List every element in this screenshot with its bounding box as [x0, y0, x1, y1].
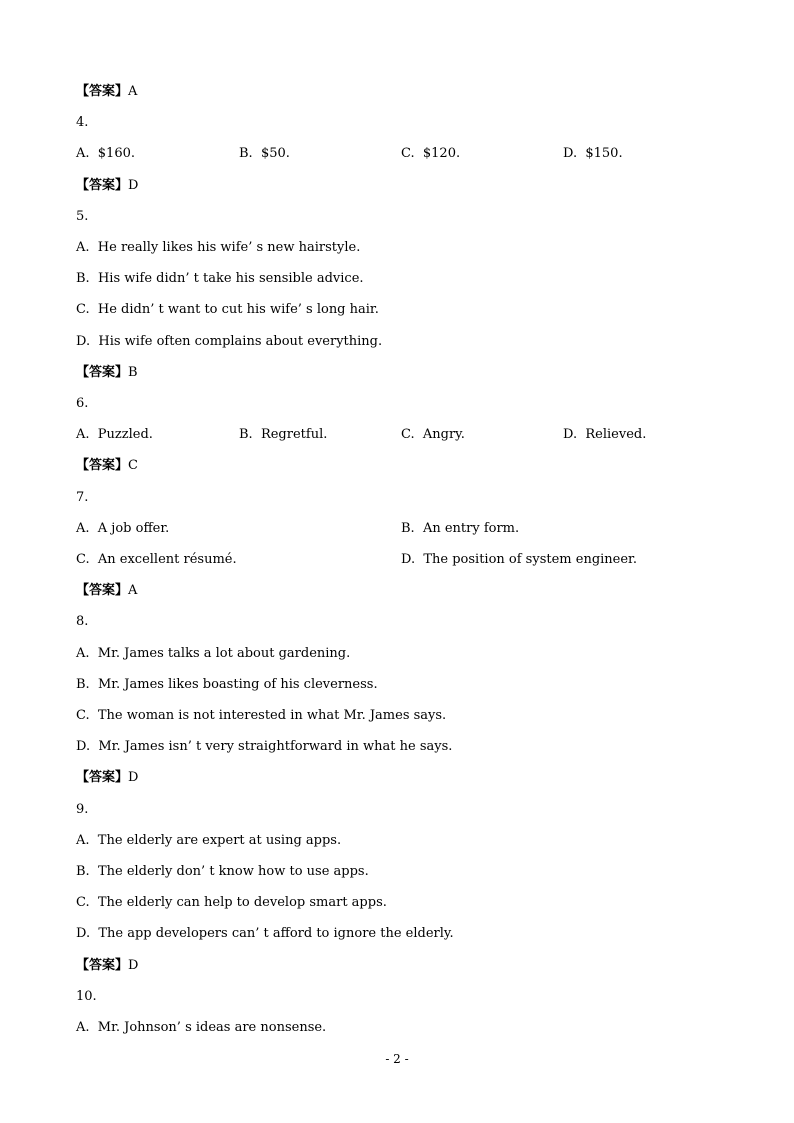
question-number: 8. — [76, 614, 89, 629]
answer-line — [76, 458, 138, 474]
answer-value: D — [128, 770, 139, 785]
option: A. Puzzled. — [76, 427, 153, 442]
option: A. A job offer. — [76, 521, 170, 536]
option: A. Mr. Johnson’ s ideas are nonsense. — [76, 1020, 327, 1035]
option: A. $160. — [76, 146, 136, 161]
question-number: 4. — [76, 115, 89, 130]
option: C. An excellent résumé. — [76, 552, 237, 567]
option: D. The position of system engineer. — [401, 552, 637, 567]
option: B. An entry form. — [401, 521, 520, 536]
option: D. Relieved. — [563, 427, 647, 442]
option: B. $50. — [239, 146, 290, 161]
option: D. $150. — [563, 146, 623, 161]
answer-label: 【答案】 — [76, 958, 129, 973]
answer-value: C — [128, 458, 138, 473]
answer-value: B — [128, 365, 138, 380]
answer-line — [76, 178, 138, 194]
option: C. $120. — [401, 146, 461, 161]
option: B. The elderly don’ t know how to use apps. — [76, 864, 369, 879]
answer-value: A — [128, 583, 138, 598]
answer-label: 【答案】 — [76, 365, 129, 380]
option: A. The elderly are expert at using apps. — [76, 833, 342, 848]
question-number: 9. — [76, 802, 89, 817]
answer-value: D — [128, 178, 139, 193]
question-number: 5. — [76, 209, 89, 224]
option: C. The woman is not interested in what Mr. James says. — [76, 708, 447, 723]
option: C. The elderly can help to develop smart apps. — [76, 895, 387, 910]
option: A. Mr. James talks a lot about gardening. — [76, 646, 351, 661]
answer-value: A — [128, 84, 138, 99]
option: B. Regretful. — [239, 427, 328, 442]
answer-line — [76, 365, 138, 381]
option: C. He didn’ t want to cut his wife’ s long hair. — [76, 302, 379, 317]
answer-line — [76, 583, 137, 599]
page-number: - 2 - — [385, 1052, 409, 1066]
answer-label: 【答案】 — [76, 458, 129, 473]
option: C. Angry. — [401, 427, 465, 442]
option: A. He really likes his wife’ s new hairstyle. — [76, 240, 361, 255]
question-number: 7. — [76, 490, 89, 505]
option: D. Mr. James isn’ t very straightforward in what he says. — [76, 739, 453, 754]
option: D. His wife often complains about everything. — [76, 334, 383, 349]
question-number: 6. — [76, 396, 89, 411]
answer-label: 【答案】 — [76, 770, 129, 785]
option: B. His wife didn’ t take his sensible advice. — [76, 271, 364, 286]
option: B. Mr. James likes boasting of his cleverness. — [76, 677, 378, 692]
answer-label: 【答案】 — [76, 583, 129, 598]
answer-line — [76, 770, 138, 786]
question-number: 10. — [76, 989, 97, 1004]
answer-value: D — [128, 958, 139, 973]
answer-label: 【答案】 — [76, 84, 129, 99]
answer-line — [76, 84, 137, 100]
answer-label: 【答案】 — [76, 178, 129, 193]
option: D. The app developers can’ t afford to ignore the elderly. — [76, 926, 454, 941]
answer-line — [76, 958, 138, 974]
